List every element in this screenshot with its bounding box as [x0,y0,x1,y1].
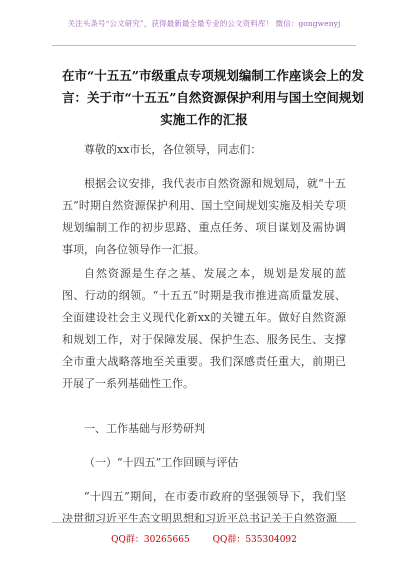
footer-qq-group-2: QQ群：535304092 [212,535,297,545]
paragraph-2: 自然资源是生存之基、发展之本，规划是发展的蓝图、行动的纲领。“十五五”时期是我市推进高质量发展、全面建设社会主义现代化新xx的关键五年。做好自然资源和规划工作，对于保障发展、保护生态、服务民生、支撑全市重大战略落地至关重要。我们深感责任重大，前期已开展了一系列基础性工作。 [62,267,346,390]
footer-qq-group-1: QQ群：30265665 [111,535,190,545]
footer-divider [52,522,356,523]
title-line-1: 在市“十五五”市级重点专项规划编制工作座谈会上的发 [62,68,364,83]
document-title [62,65,364,131]
subsection-heading-1: （一）“十四五”工作回顾与评估 [84,456,239,469]
title-line-3: 实施工作的汇报 [160,112,248,127]
section-heading-1: 一、工作基础与形势研判 [84,422,205,435]
title-line-2: 言：关于市“十五五”自然资源保护利用与国土空间规划 [62,90,364,105]
header-note: 关注头条号“公文研究”，获得最新最全最专业的公文资料库！ 微信：gongwenyj [67,19,341,28]
footer [0,532,408,545]
salutation: 尊敬的xx市长，各位领导，同志们： [84,143,262,156]
paragraph-3: “十四五”期间，在市委市政府的坚强领导下，我们坚决贯彻习近平生态文明思想和习近平总书记关于自然资源 [62,490,346,525]
paragraph-1: 根据会议安排，我代表市自然资源和规划局，就“十五五”时期自然资源保护利用、国土空间规划实施及相关专项规划编制工作的初步思路、重点任务、项目谋划及需协调事项，向各位领导作一汇报。 [62,177,346,256]
header-divider [52,45,356,46]
